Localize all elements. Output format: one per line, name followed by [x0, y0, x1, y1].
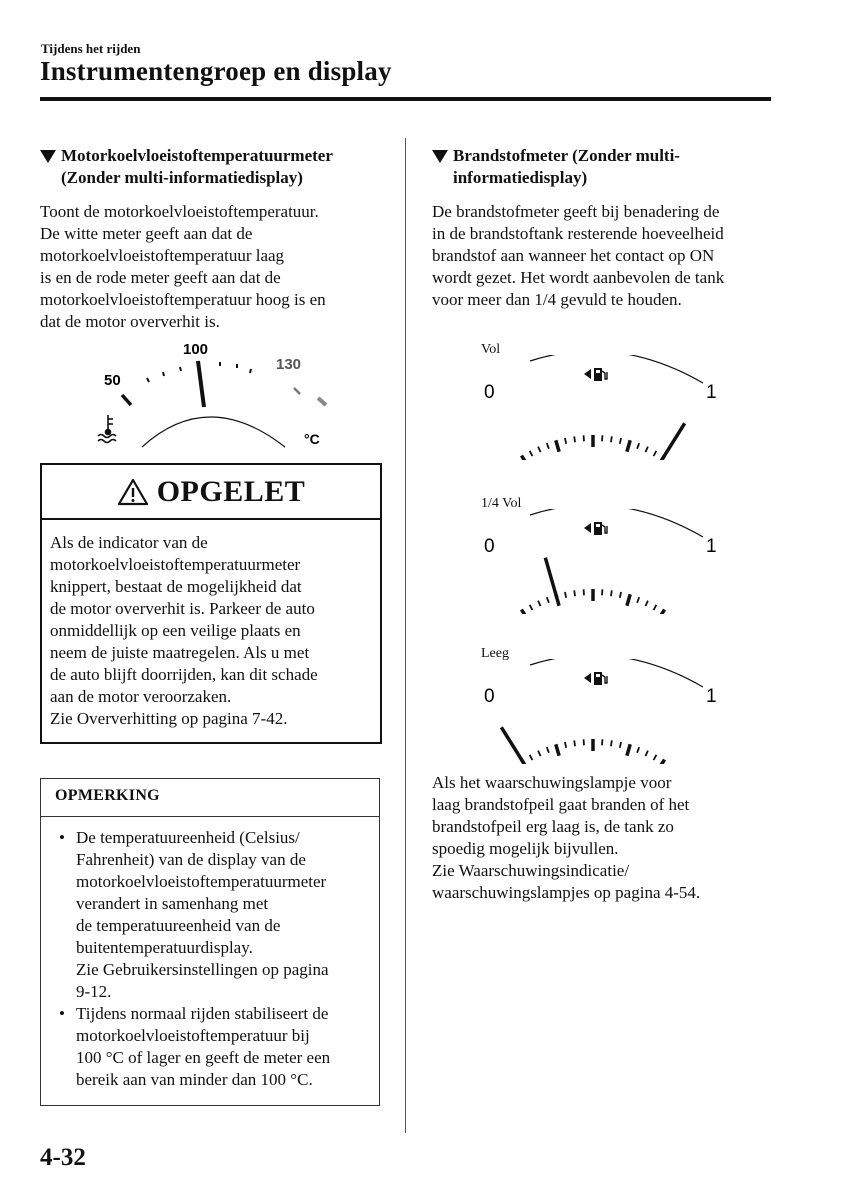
fuel-pump-hose-icon [602, 675, 607, 683]
page-number: 4-32 [40, 1144, 86, 1171]
breadcrumb: Tijdens het rijden [41, 41, 141, 56]
fuel-gauge-caption: Vol [481, 342, 501, 357]
fuel-gauge-tick [645, 447, 647, 452]
note-line: Fahrenheit) van de display van de [76, 850, 306, 869]
fuel-gauge-tick [627, 440, 630, 452]
fuel-gauge-tick [658, 760, 664, 764]
fuel-warning-line: laag brandstofpeil gaat branden of het [432, 795, 690, 814]
fuel-gauge-quarter [478, 509, 728, 614]
caution-title: OPGELET [156, 474, 306, 508]
caution-line: Als de indicator van de [50, 533, 208, 552]
fuel-gauge-tick [538, 601, 540, 606]
fuel-gauge-tick [565, 742, 566, 748]
fuel-desc-line: in de brandstoftank resterende hoeveelheid [432, 224, 724, 243]
bullet-dot-icon: • [59, 1004, 65, 1023]
caution-line: onmiddellijk op een veilige plaats en [50, 621, 301, 640]
fuel-gauge-tick [538, 447, 540, 452]
fuel-gauge-label-empty: 0 [484, 382, 495, 403]
coolant-desc-line: motorkoelvloeistoftemperatuur hoog is en [40, 290, 326, 309]
caution-line: motorkoelvloeistoftemperatuurmeter [50, 555, 301, 574]
note-line: De temperatuureenheid (Celsius/ [76, 828, 300, 847]
caution-line: de motor oververhit is. Parkeer de auto [50, 599, 315, 618]
temperature-gauge [90, 335, 350, 455]
coolant-desc-line: dat de motor oververhit is. [40, 312, 220, 331]
temp-label-high: 130 [276, 356, 302, 373]
section-marker-icon [432, 150, 448, 163]
note-header [41, 779, 379, 817]
fuel-pump-icon [584, 522, 607, 535]
note-box [40, 778, 380, 1106]
fuel-gauge-tick [574, 436, 575, 442]
fuel-warning-line: waarschuwingslampjes op pagina 4-54. [432, 883, 701, 902]
fuel-gauge-tick [637, 747, 639, 753]
fuel-gauge-arc [530, 659, 703, 687]
warning-triangle-icon [117, 478, 149, 506]
note-line: buitentemperatuurdisplay. [76, 938, 253, 957]
fuel-gauge-tick [627, 744, 630, 756]
note-line: bereik aan van minder dan 100 °C. [76, 1070, 313, 1089]
fuel-gauge-tick [654, 755, 657, 760]
fuel-desc-line: voor meer dan 1/4 gevuld te houden. [432, 290, 682, 309]
fuel-heading-line-2: informatiedisplay) [453, 168, 588, 187]
fuel-gauge-tick [556, 744, 559, 756]
caution-header [42, 465, 380, 520]
caution-box [40, 463, 382, 744]
fuel-gauge-tick [611, 590, 612, 596]
fuel-pump-hose-icon [602, 371, 607, 379]
fuel-gauge-tick [620, 742, 621, 748]
note-line: motorkoelvloeistoftemperatuur bij [76, 1026, 310, 1045]
fuel-pump-icon [584, 672, 607, 685]
fuel-warning-line: spoedig mogelijk bijvullen. [432, 839, 619, 858]
coolant-section-heading [40, 145, 390, 191]
section-marker-icon [40, 150, 56, 163]
note-line: de temperatuureenheid van de [76, 916, 281, 935]
fuel-gauge-tick [538, 751, 540, 756]
fuel-gauge-tick [637, 443, 639, 449]
fuel-warning-line: brandstofpeil erg laag is, de tank zo [432, 817, 674, 836]
fuel-gauge-tick [637, 597, 639, 603]
page-title: Instrumentengroep en display [40, 56, 392, 86]
fuel-gauge-tick [645, 751, 647, 756]
fuel-gauge-tick [620, 592, 621, 598]
fuel-gauge-tick [574, 590, 575, 596]
fuel-gauge-label-full: 1 [706, 686, 717, 707]
fuel-gauge-tick [645, 601, 647, 606]
note-line: Tijdens normaal rijden stabiliseert de [76, 1004, 329, 1023]
fuel-side-arrow-icon [584, 523, 591, 533]
note-line: verandert in samenhang met [76, 894, 269, 913]
fuel-gauge-tick [530, 451, 533, 456]
fuel-gauge-caption: Leeg [481, 646, 509, 661]
fuel-desc-line: brandstof aan wanneer het contact op ON [432, 246, 715, 265]
fuel-gauge-full [478, 355, 728, 460]
fuel-pump-window-icon [596, 674, 600, 677]
fuel-desc-line: De brandstofmeter geeft bij benadering de [432, 202, 720, 221]
temp-label-mid: 100 [183, 341, 209, 358]
caution-line: neem de juiste maatregelen. Als u met [50, 643, 310, 662]
fuel-gauge-tick [658, 610, 664, 614]
fuel-pump-body-icon [594, 672, 602, 685]
fuel-gauge-tick [547, 747, 549, 753]
fuel-gauge-needle [545, 558, 557, 598]
fuel-gauge-empty [478, 659, 728, 764]
caution-text [50, 532, 318, 730]
fuel-section-heading [432, 145, 772, 191]
fuel-description [432, 201, 724, 311]
caution-line: aan de motor veroorzaken. [50, 687, 232, 706]
coolant-desc-line: Toont de motorkoelvloeistoftemperatuur. [40, 202, 319, 221]
fuel-pump-window-icon [596, 524, 600, 527]
coolant-desc-line: is en de rode meter geeft aan dat de [40, 268, 281, 287]
fuel-gauge-tick [611, 436, 612, 442]
coolant-desc-line: De witte meter geeft aan dat de [40, 224, 253, 243]
fuel-pump-icon [584, 368, 607, 381]
caution-line: knippert, bestaat de mogelijkheid dat [50, 577, 302, 596]
fuel-pump-body-icon [594, 522, 602, 535]
fuel-gauge-tick [556, 440, 559, 452]
coolant-desc-line: motorkoelvloeistoftemperatuur laag [40, 246, 285, 265]
fuel-gauge-label-empty: 0 [484, 536, 495, 557]
fuel-gauge-needle [501, 727, 523, 763]
temperature-gauge-arc [142, 417, 285, 447]
fuel-warning-text [432, 772, 700, 904]
fuel-gauge-tick [565, 438, 566, 444]
temp-label-low: 50 [104, 372, 121, 389]
fuel-gauge-tick [530, 605, 533, 610]
fuel-gauge-needle [662, 423, 684, 459]
coolant-temperature-icon [98, 415, 116, 443]
coolant-heading-line-1: Motorkoelvloeistoftemperatuurmeter [61, 146, 333, 165]
fuel-gauge-tick [574, 740, 575, 746]
fuel-gauge-tick [627, 594, 630, 606]
fuel-gauge-label-full: 1 [706, 382, 717, 403]
coolant-description [40, 201, 326, 333]
fuel-pump-body-icon [594, 368, 602, 381]
note-line: Zie Gebruikersinstellingen op pagina [76, 960, 329, 979]
fuel-gauge-label-full: 1 [706, 536, 717, 557]
note-line: motorkoelvloeistoftemperatuurmeter [76, 872, 327, 891]
caution-line: Zie Oververhitting op pagina 7-42. [50, 709, 288, 728]
fuel-gauge-arc [530, 509, 703, 537]
fuel-gauge-tick [547, 443, 549, 449]
column-divider [405, 138, 406, 1133]
fuel-gauge-tick [620, 438, 621, 444]
fuel-gauge-tick [530, 755, 533, 760]
fuel-side-arrow-icon [584, 673, 591, 683]
fuel-gauge-tick [654, 605, 657, 610]
temperature-needle [198, 361, 204, 407]
fuel-desc-line: wordt gezet. Het wordt aanbevolen de tank [432, 268, 725, 287]
note-line: 100 °C of lager en geeft de meter een [76, 1048, 331, 1067]
title-rule [40, 97, 771, 101]
bullet-dot-icon: • [59, 828, 65, 847]
coolant-heading-line-2: (Zonder multi-informatiedisplay) [61, 168, 303, 187]
caution-line: de auto blijft doorrijden, kan dit schade [50, 665, 318, 684]
temp-unit-label: °C [304, 431, 320, 447]
fuel-warning-line: Als het waarschuwingslampje voor [432, 773, 672, 792]
fuel-gauge-label-empty: 0 [484, 686, 495, 707]
fuel-gauge-tick [547, 597, 549, 603]
fuel-pump-window-icon [596, 370, 600, 373]
fuel-gauge-tick [521, 610, 527, 614]
fuel-heading-line-1: Brandstofmeter (Zonder multi- [453, 146, 680, 165]
note-line: 9-12. [76, 982, 112, 1001]
fuel-gauge-tick [565, 592, 566, 598]
note-title: OPMERKING [55, 787, 160, 804]
fuel-gauge-arc [530, 355, 703, 383]
fuel-gauge-tick [521, 456, 527, 460]
fuel-gauge-tick [654, 451, 657, 456]
fuel-pump-hose-icon [602, 525, 607, 533]
fuel-gauge-tick [611, 740, 612, 746]
fuel-gauge-caption: 1/4 Vol [481, 496, 522, 511]
fuel-warning-line: Zie Waarschuwingsindicatie/ [432, 861, 630, 880]
fuel-side-arrow-icon [584, 369, 591, 379]
